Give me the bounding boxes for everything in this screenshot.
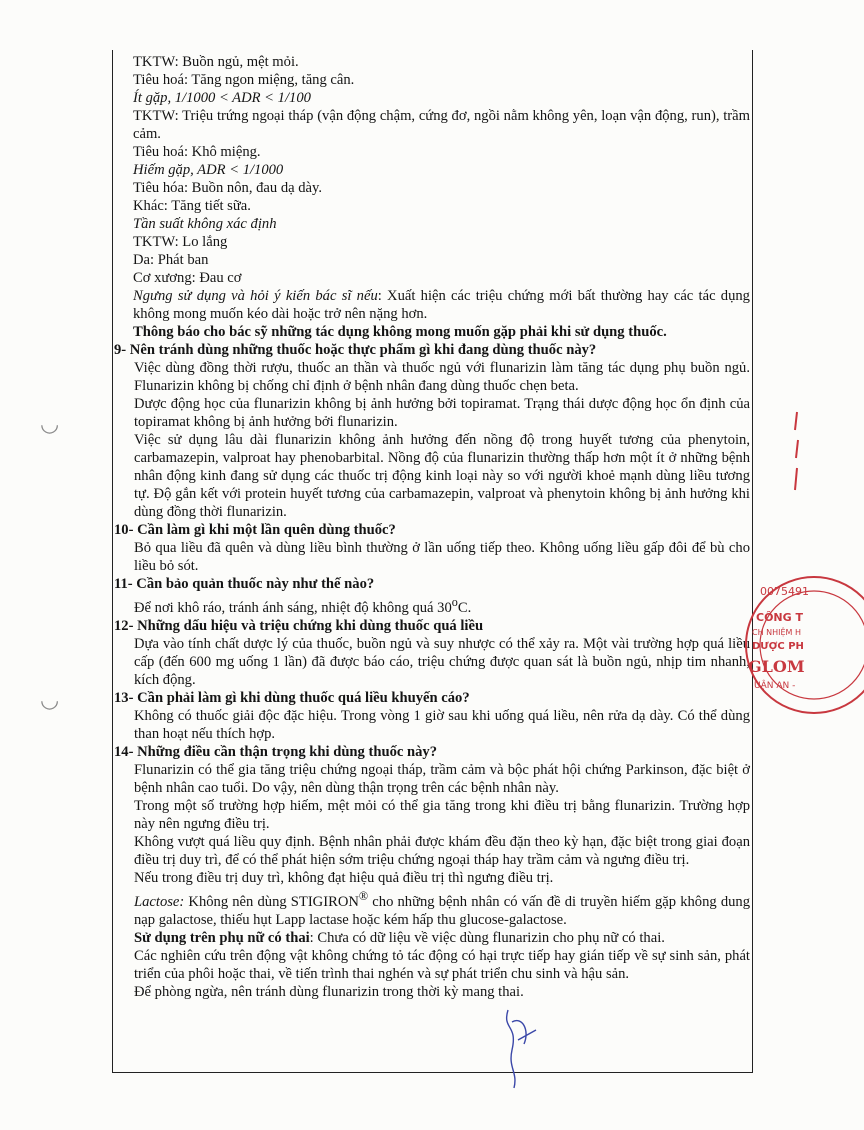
frequency-heading: Hiếm gặp, ADR < 1/1000	[133, 162, 284, 178]
punch-hole-mark: ◡	[40, 412, 60, 437]
lactose-text-rest: cho những bệnh nhân có vấn đề di truyền hiếm gặp không dung nạp galactose, thiếu hụt Lapp lactase hoặc kém hấp thu glucose-galactose.	[134, 893, 751, 928]
pregnancy-label: Sử dụng trên phụ nữ có thai	[134, 929, 310, 946]
section-9-paragraph: Việc sử dụng lâu dài flunarizin không ảnh hưởng đến nồng độ trong huyết tương của phenytoin, carbamazepin, valproat hay phenobarbital. Nồng độ của flunarizin thường thấp hơn một ít ở những bệnh nhân động kinh đang sử dụng các thuốc trị động kinh loại này so với người khoẻ mạnh dùng liều tương tự. Độ gắn kết với protein huyết tương của carbamazepin, valproat và phenytoin không bị ảnh hưởng khi dùng đồng thời flunarizin.	[134, 432, 750, 520]
side-effect-line: TKTW: Lo lắng	[133, 234, 228, 250]
red-stamp-edge	[791, 410, 799, 500]
stamp-line: CÔNG T	[756, 611, 803, 624]
section-14-heading: 14- Những điều cần thận trọng khi dùng thuốc này?	[114, 743, 438, 760]
stop-use-text: : Xuất hiện các triệu chứng mới bất thường hay các tác dụng không mong muốn kéo dài hoặc trở nên nặng hơn.	[133, 288, 750, 322]
section-10-heading: 10- Cần làm gì khi một lần quên dùng thuốc?	[114, 522, 396, 538]
punch-hole-mark: ◡	[40, 688, 60, 713]
company-stamp	[744, 575, 864, 715]
stamp-line: UẬN AN -	[754, 681, 796, 691]
section-10-paragraph: Bỏ qua liều đã quên và dùng liều bình thường ở lần uống tiếp theo. Không uống liều gấp đôi để bù cho liều bỏ sót.	[134, 540, 750, 574]
frequency-heading: Ít gặp, 1/1000 < ADR < 1/100	[133, 90, 311, 106]
lactose-text: Không nên dùng STIGIRON	[184, 893, 359, 910]
side-effect-line: TKTW: Triệu trứng ngoại tháp (vận động chậm, cứng đơ, ngồi nằm không yên, loạn vận động, run), trầm cảm.	[133, 108, 750, 142]
section-13-heading: 13- Cần phải làm gì khi dùng thuốc quá liều khuyến cáo?	[114, 689, 470, 706]
signature	[488, 1000, 548, 1090]
storage-text: Để nơi khô ráo, tránh ánh sáng, nhiệt độ không quá 30	[134, 599, 452, 616]
section-9-paragraph: Việc dùng đồng thời rượu, thuốc an thần và thuốc ngủ với flunarizin làm tăng tác dụng phụ buồn ngủ. Flunarizin không bị chống chỉ định ở bệnh nhân đang dùng thuốc chẹn beta.	[134, 360, 750, 394]
pregnancy-paragraph: Để phòng ngừa, nên tránh dùng flunarizin trong thời kỳ mang thai.	[134, 983, 524, 1000]
notify-doctor-note: Thông báo cho bác sỹ những tác dụng không mong muốn gặp phải khi sử dụng thuốc.	[133, 324, 667, 340]
stop-use-label: Ngưng sử dụng và hỏi ý kiến bác sĩ nếu	[133, 288, 378, 304]
lactose-paragraph	[114, 887, 750, 929]
stamp-line: CH NHIỆM H	[752, 628, 802, 637]
section-13-paragraph: Không có thuốc giải độc đặc hiệu. Trong vòng 1 giờ sau khi uống quá liều, nên rửa dạ dày. Có thể dùng than hoạt nếu thích hợp.	[134, 707, 750, 742]
side-effect-line: Tiêu hoá: Khô miệng.	[133, 144, 261, 160]
section-11-paragraph	[114, 593, 750, 617]
side-effect-line: Tiêu hóa: Buồn nôn, đau dạ dày.	[133, 180, 323, 196]
pregnancy-text: : Chưa có dữ liệu về việc dùng flunarizin cho phụ nữ có thai.	[309, 929, 665, 946]
lactose-label: Lactose:	[134, 893, 185, 910]
pregnancy-paragraph: Các nghiên cứu trên động vật không chứng tỏ tác động có hại trực tiếp hay gián tiếp về sự sinh sản, phát triển của phôi hoặc thai, về tiến trình thai nghén và sự phát triển chu sinh và hậu sản.	[134, 947, 750, 982]
section-14-paragraph: Trong một số trường hợp hiếm, mệt mỏi có thể gia tăng trong khi điều trị bằng flunarizin. Trường hợp này nên ngưng điều trị.	[134, 797, 750, 832]
pregnancy-paragraph	[114, 929, 750, 947]
stop-use-paragraph	[114, 287, 750, 323]
side-effect-line: Cơ xương: Đau cơ	[133, 270, 242, 286]
side-effect-line: Khác: Tăng tiết sữa.	[133, 198, 251, 214]
section-9-heading: 9- Nên tránh dùng những thuốc hoặc thực phẩm gì khi đang dùng thuốc này?	[114, 342, 597, 358]
stamp-line: GLOM	[748, 657, 805, 676]
section-11-heading: 11- Cần bảo quản thuốc này như thế nào?	[114, 576, 375, 592]
side-effect-line: Da: Phát ban	[133, 252, 209, 268]
document-body	[114, 53, 750, 1001]
section-14-paragraph: Flunarizin có thể gia tăng triệu chứng ngoại tháp, trầm cảm và bộc phát hội chứng Parkinson, đặc biệt ở bệnh nhân cao tuổi. Do vậy, nên dùng thận trọng trên các bệnh nhân này.	[134, 761, 750, 796]
section-9-paragraph: Dược động học của flunarizin không bị ảnh hưởng bởi topiramat. Trạng thái dược động học ổn định của topiramat không bị ảnh hưởng bởi flunarizin.	[134, 396, 750, 430]
side-effect-line: TKTW: Buồn ngủ, mệt mỏi.	[133, 54, 299, 70]
stamp-line: DƯỢC PH	[752, 641, 804, 652]
section-12-heading: 12- Những dấu hiệu và triệu chứng khi dùng thuốc quá liều	[114, 617, 484, 634]
registered-sup: ®	[358, 888, 369, 903]
storage-unit: C.	[457, 599, 472, 616]
frequency-heading: Tần suất không xác định	[133, 216, 277, 232]
degree-sup: o	[451, 595, 458, 609]
section-14-paragraph: Nếu trong điều trị duy trì, không đạt hiệu quả điều trị thì ngưng điều trị.	[134, 869, 554, 886]
stamp-number: 0075491	[760, 585, 809, 598]
side-effect-line: Tiêu hoá: Tăng ngon miệng, tăng cân.	[133, 72, 355, 88]
section-12-paragraph: Dựa vào tính chất dược lý của thuốc, buồn ngủ và suy nhược có thể xảy ra. Một vài trường hợp quá liều cấp (đến 600 mg uống 1 lần) đã được báo cáo, triệu chứng được quan sát là buồn ngủ, nhịp tim nhanh, kích động.	[134, 635, 750, 688]
section-14-paragraph: Không vượt quá liều quy định. Bệnh nhân phải được khám đều đặn theo kỳ hạn, đặc biệt trong giai đoạn điều trị duy trì, để có thể phát hiện sớm triệu chứng ngoại tháp hay trầm cảm và ngưng điều trị.	[134, 833, 750, 868]
